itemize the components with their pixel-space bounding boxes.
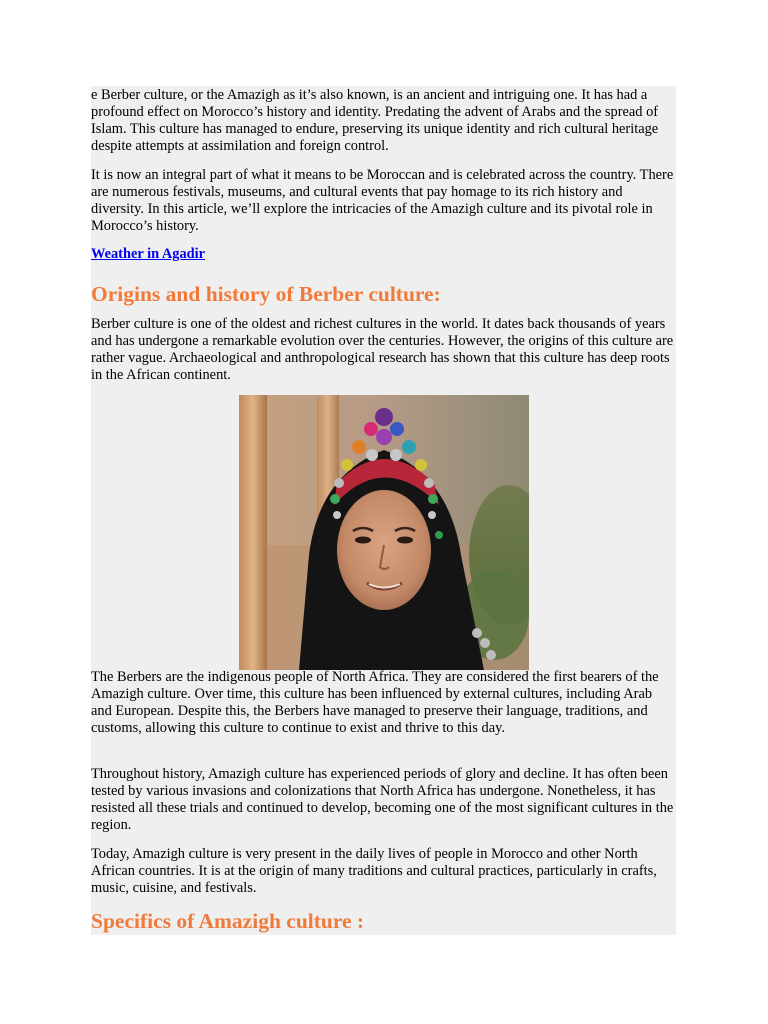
- article-body: [91, 86, 676, 935]
- origins-paragraph-2: The Berbers are the indigenous people of North Africa. They are considered the first bearers of the Amazigh culture. Over time, this culture has been influenced by external cultures, including Arab and European. Despite this, the Berbers have managed to preserve their language, traditions, and customs, allowing this culture to continue to exist and thrive to this day.: [91, 669, 659, 736]
- origins-paragraph-1: Berber culture is one of the oldest and richest cultures in the world. It dates back thousands of years and has undergone a remarkable evolution over the centuries. However, the origins of this culture are rather vague. Archaeological and anthropological research has shown that this culture has deep roots in the African continent.: [91, 316, 674, 383]
- specifics-heading: Specifics of Amazigh culture :: [91, 909, 365, 933]
- origins-paragraph-3: Throughout history, Amazigh culture has experienced periods of glory and decline. It has often been tested by various invasions and colonizations that North Africa has undergone. Nonetheless, it has resisted all these trials and continued to develop, becoming one of the most significant cultures in the region.: [91, 766, 674, 833]
- intro-paragraph-1: e Berber culture, or the Amazigh as it’s also known, is an ancient and intriguing one. It has had a profound effect on Morocco’s history and identity. Predating the advent of Arabs and the spread of Islam. This culture has managed to endure, preserving its unique identity and rich cultural heritage despite attempts at assimilation and foreign control.: [91, 87, 659, 154]
- photo-illustration: [239, 395, 529, 670]
- berber-woman-photo: [239, 395, 529, 670]
- origins-paragraph-4: Today, Amazigh culture is very present in the daily lives of people in Morocco and other North African countries. It is at the origin of many traditions and cultural practices, particularly in crafts, music, cuisine, and festivals.: [91, 846, 657, 896]
- weather-agadir-link[interactable]: Weather in Agadir: [91, 246, 206, 262]
- intro-paragraph-2: It is now an integral part of what it means to be Moroccan and is celebrated across the country. There are numerous festivals, museums, and cultural events that pay homage to its rich history and diversity. In this article, we’ll explore the intricacies of the Amazigh culture and its pivotal role in Morocco’s history.: [91, 167, 674, 234]
- link-container: [91, 245, 205, 263]
- origins-heading: Origins and history of Berber culture:: [91, 282, 441, 306]
